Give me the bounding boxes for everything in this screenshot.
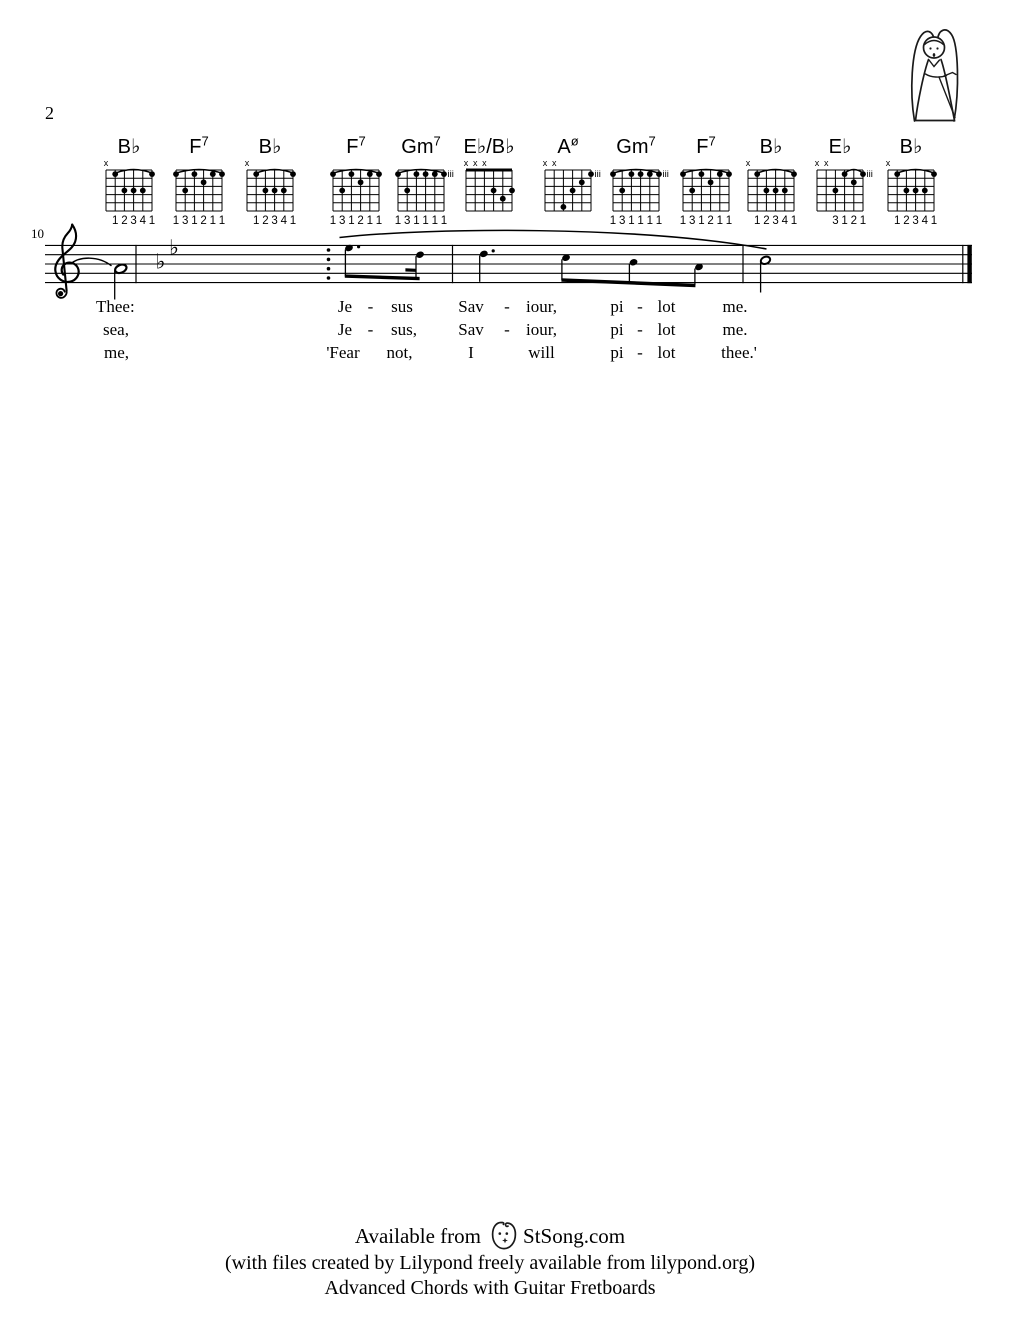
fingering-digit: 2: [200, 215, 207, 227]
fingering-digit: 1: [893, 215, 901, 227]
fingering-digit: 4: [921, 215, 929, 227]
chord-name: Gm$^7$: [401, 133, 441, 158]
fingering-digit: 2: [121, 215, 128, 227]
logo-eye-right: [506, 1232, 509, 1235]
lyric-hyphen: -: [637, 320, 643, 339]
muted-string-x: x: [103, 158, 109, 168]
fingering-digit: 3: [912, 215, 919, 227]
fingering-digit: 3: [338, 215, 346, 227]
lyric-hyphen: -: [637, 297, 643, 316]
muted-string-x: x: [551, 158, 557, 168]
chord-name: $F^7$: [189, 133, 209, 158]
fingering-digit: 1: [628, 215, 635, 227]
fingering-digit: 4: [139, 215, 147, 227]
fingering-digit: 1: [790, 215, 798, 227]
measure-number: 10: [31, 226, 44, 241]
fingering-digit: 3: [618, 215, 626, 227]
page-number: 2: [45, 103, 54, 123]
fingering-digit: 3: [130, 215, 137, 227]
fingering-digit: 1: [329, 215, 337, 227]
fingering-digit: 1: [698, 215, 705, 227]
fingering-digit: 1: [841, 215, 848, 227]
fingering-digit: 1: [725, 215, 733, 227]
logo-star-mouth: [502, 1238, 508, 1244]
fingering-digit: 3: [772, 215, 779, 227]
lyric-syllable: sus: [391, 297, 413, 316]
lyric-syllable: me.: [722, 297, 748, 316]
lyric-syllable: thee.': [721, 343, 757, 362]
chord-name: $F^7$: [346, 133, 366, 158]
lyric-syllable: me,: [104, 343, 130, 362]
lyric-syllable: will: [528, 343, 555, 362]
chord-name: B♭: [117, 136, 141, 158]
lyric-syllable: sea,: [103, 320, 129, 339]
fingering-digit: 3: [688, 215, 696, 227]
fingering-digit: 2: [903, 215, 910, 227]
fingering-digit: 1: [148, 215, 156, 227]
fingering-digit: 2: [357, 215, 364, 227]
fingering-digit: 1: [646, 215, 654, 227]
lyric-syllable: lot: [657, 297, 676, 316]
lyric-syllable: pi: [610, 320, 624, 339]
fingering-digit: 1: [637, 215, 644, 227]
chord-name: B♭: [899, 136, 923, 158]
fingering-digit: 1: [209, 215, 217, 227]
lyric-syllable: lot: [657, 343, 676, 362]
muted-string-x: x: [823, 158, 829, 168]
lyric-hyphen: -: [367, 297, 374, 316]
muted-string-x: x: [482, 158, 487, 168]
lyric-syllable: iour,: [526, 297, 557, 316]
fret-position-label: iii: [866, 169, 873, 180]
chord-name: B♭: [759, 136, 783, 158]
fingering-digit: 1: [431, 215, 439, 227]
footer-availability-line: [0, 1212, 980, 1249]
fingering-digit: 3: [832, 215, 839, 227]
lyric-syllable: lot: [657, 320, 676, 339]
chord-name: $A^ø$: [557, 133, 579, 158]
lyric-syllable: pi: [610, 297, 624, 316]
muted-string-x: x: [745, 158, 751, 168]
fingering-digit: 1: [394, 215, 402, 227]
footer-stsong: StSong.com: [523, 1224, 626, 1248]
fingering-digit: 1: [753, 215, 761, 227]
fret-position-label: iii: [594, 169, 601, 180]
lyric-syllable: sus,: [391, 320, 417, 339]
fingering-digit: 1: [289, 215, 297, 227]
muted-string-x: x: [244, 158, 250, 168]
fingering-digit: 2: [262, 215, 269, 227]
chord-name: E♭: [828, 136, 852, 158]
fingering-digit: 1: [859, 215, 867, 227]
fingering-digit: 1: [930, 215, 938, 227]
lyric-syllable: Je: [337, 297, 353, 316]
fret-position-label: iii: [662, 169, 669, 180]
footer-available-from: Available from: [354, 1224, 482, 1248]
lyric-syllable: 'Fear: [326, 343, 360, 362]
lyric-syllable: Je: [337, 320, 353, 339]
fingering-digit: 1: [172, 215, 180, 227]
footer-lilypond-line: (with files created by Lilypond freely available from lilypond.org): [224, 1252, 756, 1274]
muted-string-x: x: [463, 158, 469, 168]
flat-icon: ♭: [169, 236, 179, 260]
stsong-face-logo: [490, 1219, 518, 1250]
fingering-digit: 1: [252, 215, 260, 227]
fingering-digit: 1: [366, 215, 374, 227]
fingering-digit: 1: [375, 215, 383, 227]
chord-name: E♭/B♭: [463, 136, 515, 158]
lyric-syllable: Sav: [458, 297, 484, 316]
muted-string-x: x: [814, 158, 820, 168]
logo-eye-left: [499, 1232, 502, 1235]
fingering-digit: 3: [271, 215, 278, 227]
muted-string-x: x: [885, 158, 891, 168]
fingering-digit: 2: [707, 215, 714, 227]
chord-name: $F^7$: [696, 133, 716, 158]
fingering-digit: 1: [655, 215, 663, 227]
muted-string-x: x: [472, 158, 478, 168]
fingering-digit: 4: [280, 215, 288, 227]
fingering-digit: 4: [781, 215, 789, 227]
chord-name: Gm$^7$: [616, 133, 656, 158]
fingering-digit: 1: [348, 215, 355, 227]
fingering-digit: 1: [111, 215, 119, 227]
fingering-digit: 1: [679, 215, 687, 227]
fingering-digit: 1: [413, 215, 420, 227]
lyric-syllable: not,: [386, 343, 413, 362]
lyric-syllable: I: [468, 343, 474, 362]
lyric-hyphen: -: [367, 320, 374, 339]
lyric-hyphen: -: [504, 320, 510, 339]
fingering-digit: 3: [181, 215, 189, 227]
lyric-hyphen: -: [504, 297, 510, 316]
fingering-digit: 1: [191, 215, 198, 227]
lyric-hyphen: -: [637, 343, 643, 362]
lyric-syllable: Sav: [458, 320, 484, 339]
fingering-digit: 3: [403, 215, 411, 227]
lyric-syllable: me.: [722, 320, 748, 339]
lyric-syllable: iour,: [526, 320, 557, 339]
fingering-digit: 1: [422, 215, 429, 227]
lyric-syllable: pi: [610, 343, 624, 362]
fingering-digit: 2: [850, 215, 858, 227]
muted-string-x: x: [542, 158, 548, 168]
lyric-syllable: Thee:: [96, 297, 135, 316]
footer: [0, 1212, 980, 1300]
fingering-digit: 2: [763, 215, 770, 227]
fingering-digit: 1: [609, 215, 617, 227]
chord-name: B♭: [258, 136, 282, 158]
fingering-digit: 1: [716, 215, 724, 227]
footer-series-title: Advanced Chords with Guitar Fretboards: [324, 1277, 656, 1299]
fingering-digit: 1: [440, 215, 448, 227]
fingering-digit: 1: [218, 215, 226, 227]
fret-position-label: iii: [447, 169, 454, 180]
flat-icon: ♭: [155, 250, 166, 274]
